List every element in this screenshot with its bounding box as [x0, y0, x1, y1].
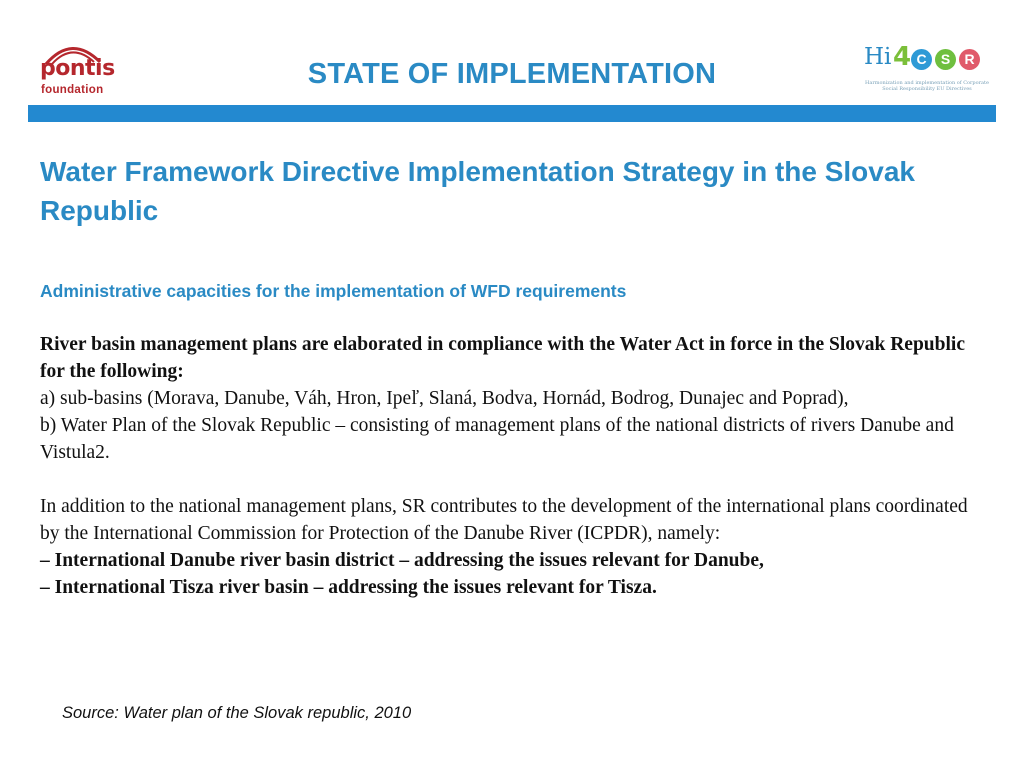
hi4csr-logo-letter-r: R	[959, 49, 980, 70]
hi4csr-logo-letter-c: C	[911, 49, 932, 70]
paragraph-river-basin-plans: River basin management plans are elaborated in compliance with the Water Act in force in the Slovak Republic for the following:	[40, 334, 965, 382]
list-item-sub-basins: a) sub-basins (Morava, Danube, Váh, Hron, Ipeľ, Slaná, Bodva, Hornád, Bodrog, Dunajec and Poprad),	[40, 388, 849, 409]
hi4csr-logo-tagline: Harmonization and implementation of Corporate Social Responsibility EU Directives	[864, 80, 989, 92]
source-citation: Source: Water plan of the Slovak republic, 2010	[62, 704, 412, 722]
hi4csr-logo-four: 4	[893, 42, 912, 72]
hi4csr-logo	[864, 44, 990, 102]
hi4csr-logo-letter-s: S	[935, 49, 956, 70]
bullet-danube-district: – International Danube river basin district – addressing the issues relevant for Danube,	[40, 550, 764, 571]
header-divider-bar	[28, 105, 996, 122]
page-header-title: STATE OF IMPLEMENTATION	[307, 58, 717, 90]
paragraph-international-plans: In addition to the national management plans, SR contributes to the development of the international plans coordinated by the International Commission for Protection of the Danube River (ICPDR), namely:	[40, 496, 968, 544]
pontis-logo-name: pontis	[40, 56, 115, 81]
bullet-tisza-basin: – International Tisza river basin – addressing the issues relevant for Tisza.	[40, 577, 657, 598]
body-text	[40, 331, 990, 601]
slide-title: Water Framework Directive Implementation Strategy in the Slovak Republic	[40, 156, 915, 226]
hi4csr-logo-hi: Hi	[864, 44, 892, 70]
section-heading: Administrative capacities for the implementation of WFD requirements	[40, 281, 627, 301]
list-item-water-plan: b) Water Plan of the Slovak Republic – consisting of management plans of the national districts of rivers Danube and Vistula2.	[40, 415, 954, 463]
pontis-logo-subtitle: foundation	[41, 84, 104, 96]
